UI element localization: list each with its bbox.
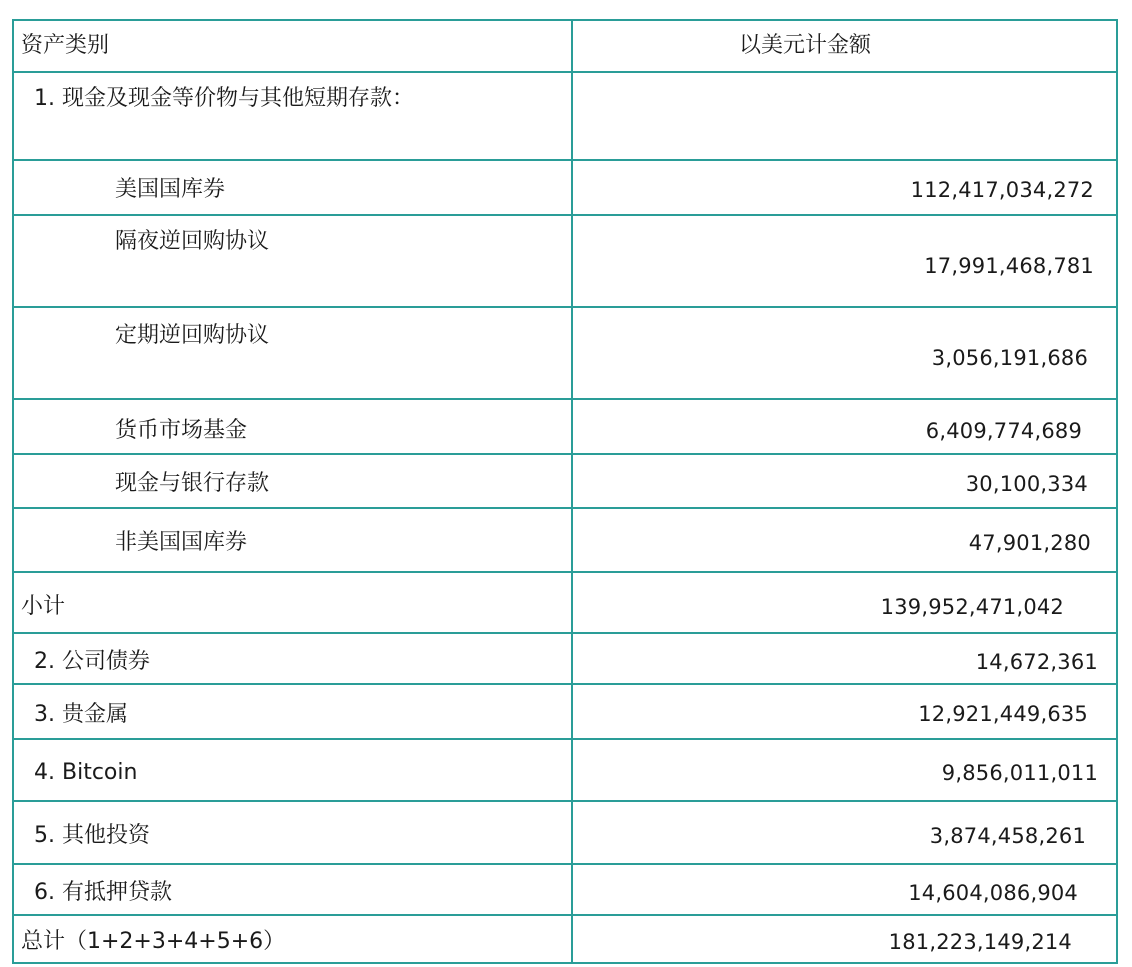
item-value: 14,604,086,904 bbox=[908, 881, 1078, 905]
header-category: 资产类别 bbox=[21, 33, 110, 58]
table-row bbox=[14, 683, 1116, 738]
item-value: 6,409,774,689 bbox=[925, 419, 1082, 443]
item-label: 现金与银行存款 bbox=[115, 471, 270, 496]
section1-title-row bbox=[14, 71, 1116, 159]
subtotal-value: 139,952,471,042 bbox=[880, 595, 1064, 619]
item-value: 3,874,458,261 bbox=[929, 824, 1086, 848]
item-label: 6. 有抵押贷款 bbox=[34, 880, 172, 905]
subtotal-label: 小计 bbox=[21, 594, 66, 619]
table-row bbox=[14, 507, 1116, 571]
item-label: 4. Bitcoin bbox=[34, 760, 138, 785]
item-value: 17,991,468,781 bbox=[924, 254, 1094, 278]
asset-table bbox=[12, 19, 1118, 964]
table-row bbox=[14, 398, 1116, 453]
item-label: 非美国国库券 bbox=[115, 530, 248, 555]
table-row bbox=[14, 214, 1116, 306]
header-row bbox=[14, 21, 1116, 71]
item-label: 美国国库券 bbox=[115, 177, 226, 202]
total-label: 总计（1+2+3+4+5+6） bbox=[21, 929, 286, 954]
item-value: 47,901,280 bbox=[968, 531, 1091, 555]
subtotal-row bbox=[14, 571, 1116, 632]
table-row bbox=[14, 863, 1116, 914]
item-label: 3. 贵金属 bbox=[34, 702, 128, 727]
item-label: 定期逆回购协议 bbox=[115, 323, 270, 348]
header-amount: 以美元计金额 bbox=[739, 33, 872, 58]
table-row bbox=[14, 159, 1116, 214]
section1-title: 1. 现金及现金等价物与其他短期存款： bbox=[34, 86, 414, 111]
item-label: 2. 公司债券 bbox=[34, 649, 150, 674]
item-label: 货币市场基金 bbox=[115, 418, 248, 443]
item-label: 5. 其他投资 bbox=[34, 823, 150, 848]
item-value: 14,672,361 bbox=[975, 650, 1098, 674]
total-row bbox=[14, 914, 1116, 964]
table-row bbox=[14, 800, 1116, 863]
item-value: 3,056,191,686 bbox=[931, 346, 1088, 370]
item-value: 112,417,034,272 bbox=[910, 178, 1094, 202]
total-value: 181,223,149,214 bbox=[888, 930, 1072, 954]
item-value: 9,856,011,011 bbox=[941, 761, 1098, 785]
table-row bbox=[14, 306, 1116, 398]
table-row bbox=[14, 453, 1116, 507]
item-value: 30,100,334 bbox=[965, 472, 1088, 496]
table-row bbox=[14, 738, 1116, 800]
table-row bbox=[14, 632, 1116, 683]
item-label: 隔夜逆回购协议 bbox=[115, 229, 270, 254]
item-value: 12,921,449,635 bbox=[918, 702, 1088, 726]
